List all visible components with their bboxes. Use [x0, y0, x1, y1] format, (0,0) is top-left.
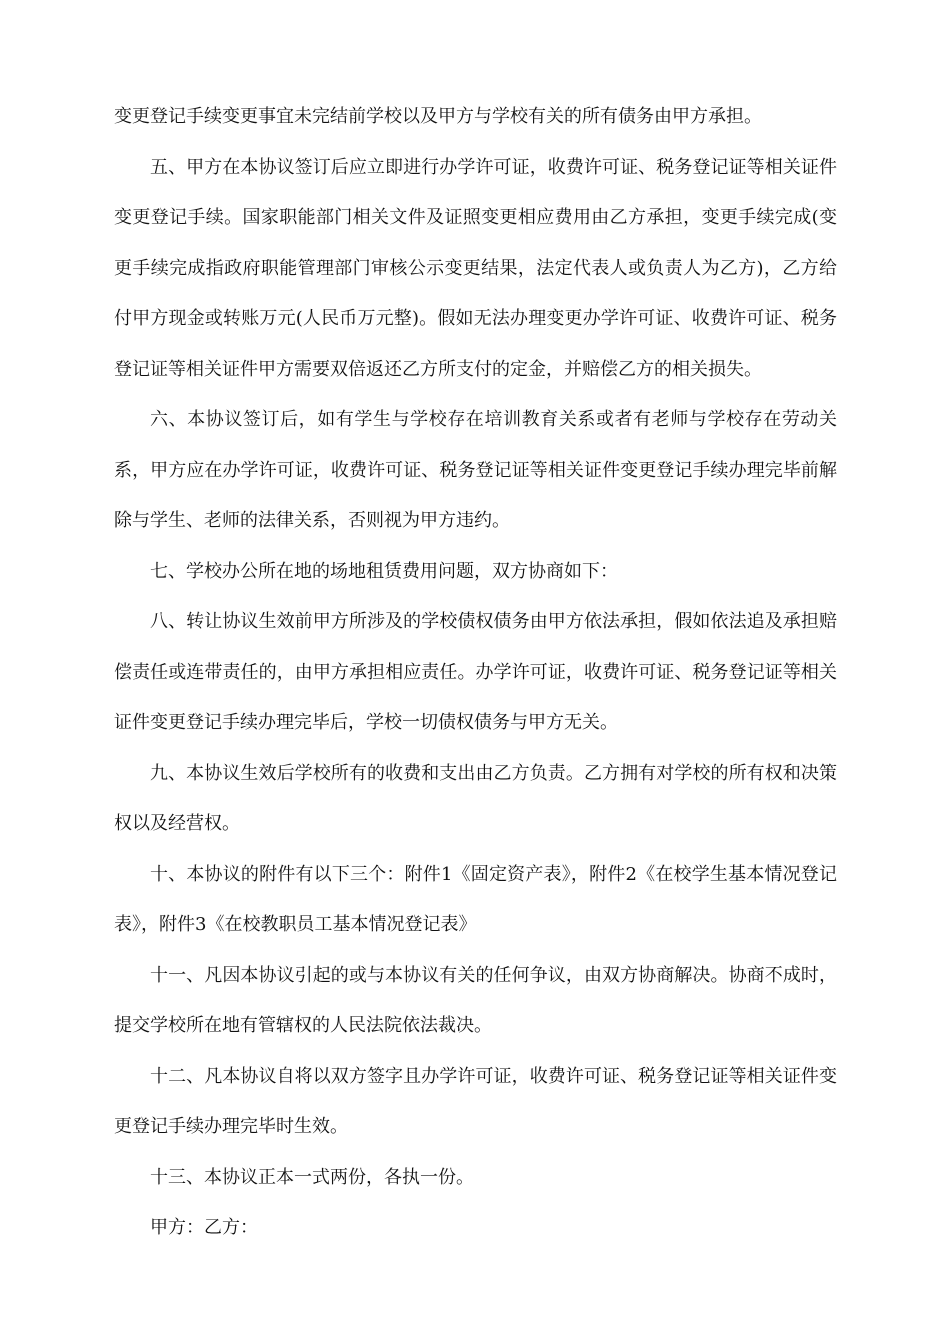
paragraph-clause-7: 七、学校办公所在地的场地租赁费用问题，双方协商如下：	[150, 560, 618, 582]
paragraph-clause-12: 十二、凡本协议自将以双方签字且办学许可证，收费许可证、税务登记证等相关证件变更登记手续办理完毕时生效。	[114, 1065, 837, 1137]
document-body	[114, 92, 837, 1254]
paragraph-clause-9: 九、本协议生效后学校所有的收费和支出由乙方负责。乙方拥有对学校的所有权和决策权以及经营权。	[114, 762, 837, 834]
signature-line: 甲方：乙方：	[150, 1217, 258, 1238]
paragraph-clause-5: 五、甲方在本协议签订后应立即进行办学许可证，收费许可证、税务登记证等相关证件变更登记手续。国家职能部门相关文件及证照变更相应费用由乙方承担，变更手续完成(变更手续完成指政府职能管理部门审核公示变更结果，法定代表人或负责人为乙方)，乙方给付甲方现金或转账万元(人民币万元整)。假如无法办理变更办学许可证、收费许可证、税务登记证等相关证件甲方需要双倍返还乙方所支付的定金，并赔偿乙方的相关损失。	[114, 156, 837, 380]
paragraph-clause-10: 十、本协议的附件有以下三个：附件1《固定资产表》，附件2《在校学生基本情况登记表》，附件3《在校教职员工基本情况登记表》	[114, 863, 837, 935]
paragraph-clause-8: 八、转让协议生效前甲方所涉及的学校债权债务由甲方依法承担，假如依法追及承担赔偿责任或连带责任的，由甲方承担相应责任。办学许可证，收费许可证、税务登记证等相关证件变更登记手续办理完毕后，学校一切债权债务与甲方无关。	[114, 611, 837, 733]
paragraph-clause-6: 六、本协议签订后，如有学生与学校存在培训教育关系或者有老师与学校存在劳动关系，甲方应在办学许可证，收费许可证、税务登记证等相关证件变更登记手续办理完毕前解除与学生、老师的法律关系，否则视为甲方违约。	[114, 409, 837, 531]
paragraph-clause-13: 十三、本协议正本一式两份，各执一份。	[150, 1166, 474, 1188]
paragraph-clause-11: 十一、凡因本协议引起的或与本协议有关的任何争议，由双方协商解决。协商不成时，提交学校所在地有管辖权的人民法院依法裁决。	[114, 964, 837, 1036]
paragraph-continuation: 变更登记手续变更事宜未完结前学校以及甲方与学校有关的所有债务由甲方承担。	[114, 106, 762, 127]
